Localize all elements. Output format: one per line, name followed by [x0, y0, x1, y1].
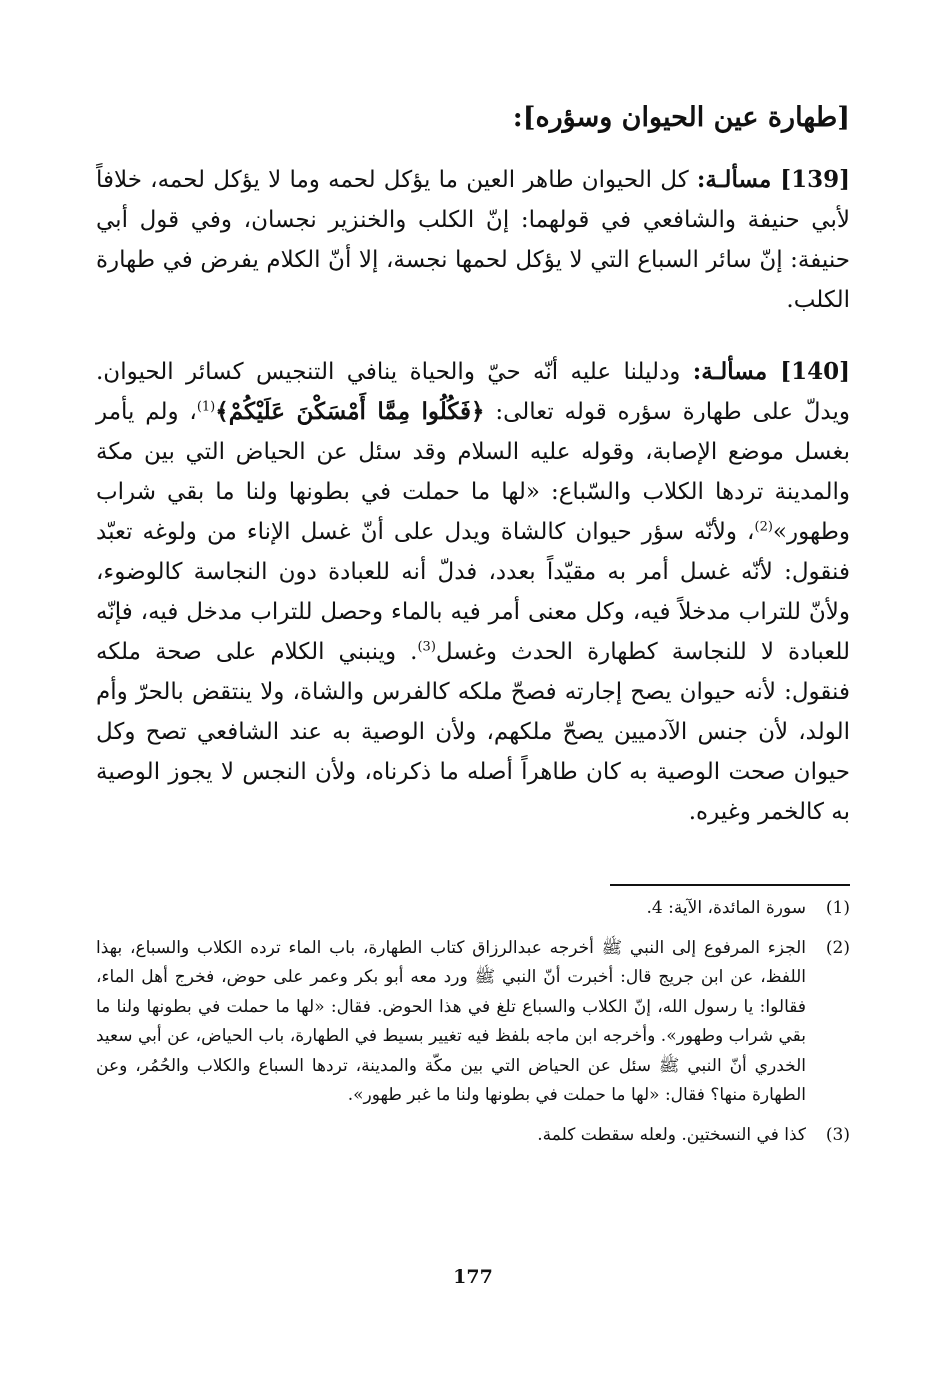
paragraph-text-part-d: . وينبني الكلام على صحة ملكه فنقول: لأنه حيوان يصح إجارته فصحّ ملكه كالفرس والشاة، ولا ينتقض بالحرّ وأم الولد، لأن جنس الآدميين يصحّ ملكهم، ولأن الوصية به عند الشافعي تصح وكل حيوان صحت الوصية به كان طاهراً أصله ما ذكرناه، ولأن النجس لا يجوز الوصية به كالخمر وغيره. [96, 639, 850, 825]
footnote-text: الجزء المرفوع إلى النبي ﷺ أخرجه عبدالرزاق كتاب الطهارة، باب الماء ترده الكلاب والسباع، بهذا اللفظ، عن ابن جريج قال: أخبرت أنّ النبي ﷺ ورد معه أبو بكر وعمر على حوض، فخرج أهل الماء، فقالوا: يا رسول الله، إنّ الكلاب والسباع تلغ في هذا الحوض. فقال: «لها ما حملت في بطونها ولنا ما بقي شراب وطهور». وأخرجه ابن ماجه بلفظ فيه تغيير بسيط في الطهارة، باب الحياض، عن أبي سعيد الخدري أنّ النبي ﷺ سئل عن الحياض التي بين مكّة والمدينة، تردها السباع والكلاب والحُمُر، وعن الطهارة منها؟ فقال: «لها ما حملت في بطونها ولنا ما غبر طهور». [96, 937, 806, 1105]
footnote-ref-1[interactable]: (1) [196, 399, 216, 415]
footnote-number: (1) [825, 898, 850, 918]
paragraph-text: كل الحيوان طاهر العين ما يؤكل لحمه وما لا يؤكل لحمه، خلافاً لأبي حنيفة والشافعي في قولهما: إنّ الكلب والخنزير نجسان، وفي قول أبي حنيفة: إنّ سائر السباع التي لا يؤكل لحمها نجسة، إلا أنّ الكلام يفرض في طهارة الكلب. [96, 167, 850, 313]
section-heading: [طهارة عين الحيوان وسؤره]: [512, 102, 850, 133]
footnote-number: (2) [825, 937, 850, 958]
paragraph-text-part-c: ، ولأنّه سؤر حيوان كالشاة ويدل على أنّ غسل الإناء من ولوغه تعبّد فنقول: لأنّه غسل أمر به مقيّداً بعدد، فدلّ أنه للعبادة دون النجاسة كالوضوء، ولأنّ للتراب مدخلاً فيه، وكل معنى أمر فيه بالماء وحصل للتراب مدخل فيه، فإنّه للعبادة لا للنجاسة كطهارة الحدث وغسل [96, 519, 850, 665]
book-page [96, 0, 850, 1387]
footnotes [96, 894, 850, 1152]
footnote-1 [96, 894, 850, 924]
issue-word: مسألـة: [696, 166, 772, 193]
footnote-text: سورة المائدة، الآية: 4. [646, 898, 806, 918]
issue-word: مسألـة: [692, 358, 768, 385]
footnote-text: كذا في النسختين. ولعله سقطت كلمة. [537, 1124, 806, 1145]
quran-verse: ﴿فَكُلُوا مِمَّا أَمْسَكْنَ عَلَيْكُمْ﴾ [215, 398, 485, 425]
paragraph-text-part-b: ، ولم يأمر بغسل موضع الإصابة، وقوله عليه السلام وقد سئل عن الحياض التي بين مكة والمدينة تردها الكلاب والسّباع: «لها ما حملت في بطونها ولنا ما بقي شراب وطهور» [96, 399, 850, 545]
footnote-number: (3) [825, 1124, 850, 1145]
issue-number: [139] [780, 166, 851, 193]
footnote-2 [96, 934, 850, 1111]
paragraph-text-part-a: ودليلنا عليه أنّه حيّ والحياة ينافي التنجيس كسائر الحيوان. ويدلّ على طهارة سؤره قوله تعالى: [96, 359, 851, 425]
page-number: 177 [453, 1266, 493, 1288]
footnote-ref-3[interactable]: (3) [417, 639, 436, 655]
issue-label [697, 166, 850, 193]
issue-label [693, 358, 850, 385]
footnote-ref-2[interactable]: (2) [754, 519, 773, 535]
footnote-3 [96, 1121, 850, 1151]
paragraph-140 [96, 352, 850, 832]
paragraph-139 [96, 160, 850, 320]
issue-number: [140] [780, 358, 851, 385]
footnote-divider [610, 884, 850, 886]
